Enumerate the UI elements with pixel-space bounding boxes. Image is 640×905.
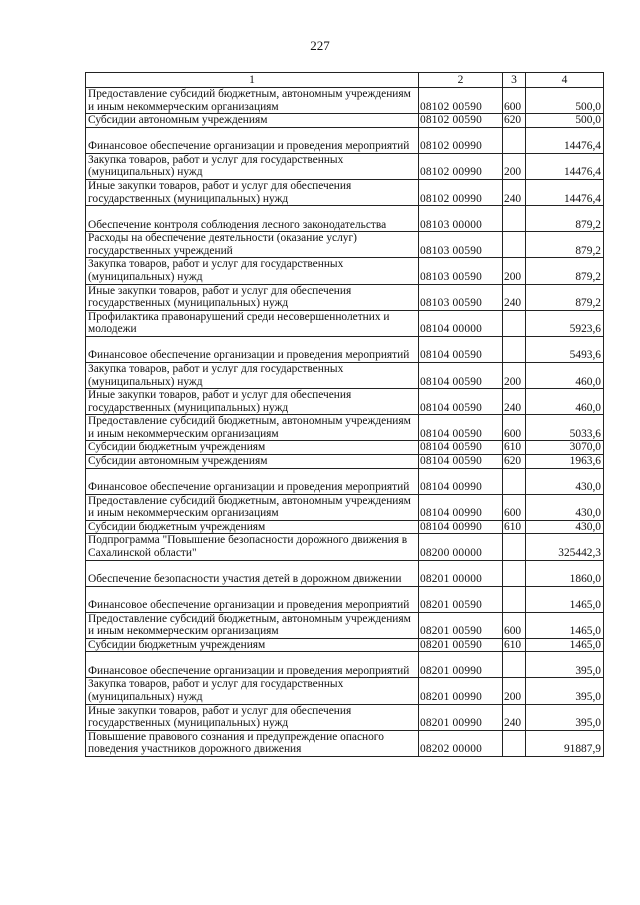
table-row	[86, 206, 604, 232]
row-name-cell: Предоставление субсидий бюджетным, автономным учреждениям и иным некоммерческим организациям	[86, 88, 419, 114]
row-name-cell: Обеспечение контроля соблюдения лесного законодательства	[86, 206, 419, 232]
table-row	[86, 114, 604, 128]
row-type-cell	[503, 560, 526, 586]
row-code-cell: 08104 00590	[419, 389, 503, 415]
row-sum-cell: 5923,6	[526, 310, 604, 336]
row-code-cell: 08104 00990	[419, 468, 503, 494]
row-sum-cell: 3070,0	[526, 441, 604, 455]
row-code-cell: 08103 00000	[419, 206, 503, 232]
row-name-cell: Иные закупки товаров, работ и услуг для обеспечения государственных (муниципальных) нужд	[86, 284, 419, 310]
row-code-cell: 08201 00590	[419, 612, 503, 638]
table-row	[86, 232, 604, 258]
row-type-cell: 240	[503, 704, 526, 730]
row-type-cell: 200	[503, 153, 526, 179]
table-row	[86, 612, 604, 638]
row-code-cell: 08102 00590	[419, 114, 503, 128]
row-code-cell: 08104 00990	[419, 520, 503, 534]
row-sum-cell: 500,0	[526, 88, 604, 114]
row-type-cell: 610	[503, 638, 526, 652]
row-sum-cell: 1860,0	[526, 560, 604, 586]
table-row	[86, 127, 604, 153]
row-name-cell: Субсидии бюджетным учреждениям	[86, 520, 419, 534]
row-sum-cell: 430,0	[526, 494, 604, 520]
row-type-cell: 600	[503, 612, 526, 638]
table-row	[86, 284, 604, 310]
table-row	[86, 586, 604, 612]
row-name-cell: Финансовое обеспечение организации и проведения мероприятий	[86, 127, 419, 153]
row-name-cell: Расходы на обеспечение деятельности (оказание услуг) государственных учреждений	[86, 232, 419, 258]
row-sum-cell: 879,2	[526, 206, 604, 232]
table-row	[86, 494, 604, 520]
column-header-code: 2	[419, 73, 503, 88]
row-code-cell: 08201 00990	[419, 678, 503, 704]
row-sum-cell: 879,2	[526, 284, 604, 310]
row-type-cell: 600	[503, 415, 526, 441]
row-name-cell: Повышение правового сознания и предупреждение опасного поведения участников дорожного движения	[86, 730, 419, 756]
row-sum-cell: 430,0	[526, 468, 604, 494]
table-row	[86, 520, 604, 534]
table-row	[86, 638, 604, 652]
row-sum-cell: 460,0	[526, 389, 604, 415]
row-sum-cell: 1963,6	[526, 455, 604, 469]
table-row	[86, 704, 604, 730]
row-sum-cell: 5033,6	[526, 415, 604, 441]
table-row	[86, 678, 604, 704]
table-row	[86, 389, 604, 415]
table-row	[86, 455, 604, 469]
row-name-cell: Финансовое обеспечение организации и проведения мероприятий	[86, 586, 419, 612]
row-code-cell: 08200 00000	[419, 534, 503, 560]
row-sum-cell: 1465,0	[526, 586, 604, 612]
row-sum-cell: 91887,9	[526, 730, 604, 756]
row-type-cell	[503, 336, 526, 362]
row-name-cell: Закупка товаров, работ и услуг для государственных (муниципальных) нужд	[86, 362, 419, 388]
table-row	[86, 441, 604, 455]
row-sum-cell: 500,0	[526, 114, 604, 128]
row-name-cell: Финансовое обеспечение организации и проведения мероприятий	[86, 652, 419, 678]
row-name-cell: Субсидии автономным учреждениям	[86, 455, 419, 469]
row-type-cell: 240	[503, 179, 526, 205]
row-sum-cell: 395,0	[526, 704, 604, 730]
row-sum-cell: 430,0	[526, 520, 604, 534]
row-type-cell: 620	[503, 114, 526, 128]
row-code-cell: 08102 00990	[419, 127, 503, 153]
row-name-cell: Предоставление субсидий бюджетным, автономным учреждениям и иным некоммерческим организациям	[86, 612, 419, 638]
table-row	[86, 560, 604, 586]
table-body	[86, 88, 604, 757]
row-type-cell: 200	[503, 362, 526, 388]
row-name-cell: Субсидии бюджетным учреждениям	[86, 638, 419, 652]
row-type-cell	[503, 730, 526, 756]
row-code-cell: 08201 00990	[419, 704, 503, 730]
row-type-cell: 600	[503, 88, 526, 114]
table-row	[86, 310, 604, 336]
table-row	[86, 153, 604, 179]
row-sum-cell: 879,2	[526, 258, 604, 284]
table-row	[86, 415, 604, 441]
row-code-cell: 08201 00000	[419, 560, 503, 586]
row-name-cell: Предоставление субсидий бюджетным, автономным учреждениям и иным некоммерческим организациям	[86, 415, 419, 441]
row-sum-cell: 1465,0	[526, 612, 604, 638]
row-name-cell: Обеспечение безопасности участия детей в дорожном движении	[86, 560, 419, 586]
table-row	[86, 362, 604, 388]
row-code-cell: 08202 00000	[419, 730, 503, 756]
row-code-cell: 08104 00000	[419, 310, 503, 336]
row-sum-cell: 460,0	[526, 362, 604, 388]
column-header-sum: 4	[526, 73, 604, 88]
row-type-cell: 620	[503, 455, 526, 469]
row-type-cell: 240	[503, 284, 526, 310]
table-row	[86, 179, 604, 205]
row-type-cell: 200	[503, 678, 526, 704]
row-name-cell: Закупка товаров, работ и услуг для государственных (муниципальных) нужд	[86, 153, 419, 179]
row-code-cell: 08102 00990	[419, 179, 503, 205]
row-name-cell: Предоставление субсидий бюджетным, автономным учреждениям и иным некоммерческим организациям	[86, 494, 419, 520]
row-name-cell: Профилактика правонарушений среди несовершеннолетних и молодежи	[86, 310, 419, 336]
row-code-cell: 08201 00590	[419, 586, 503, 612]
row-sum-cell: 395,0	[526, 678, 604, 704]
table-header-row	[86, 73, 604, 88]
column-header-name: 1	[86, 73, 419, 88]
row-type-cell: 610	[503, 441, 526, 455]
row-code-cell: 08102 00590	[419, 88, 503, 114]
table-row	[86, 534, 604, 560]
row-type-cell	[503, 468, 526, 494]
row-sum-cell: 5493,6	[526, 336, 604, 362]
row-sum-cell: 325442,3	[526, 534, 604, 560]
row-name-cell: Финансовое обеспечение организации и проведения мероприятий	[86, 468, 419, 494]
row-sum-cell: 14476,4	[526, 153, 604, 179]
row-type-cell: 200	[503, 258, 526, 284]
row-type-cell	[503, 127, 526, 153]
table-row	[86, 258, 604, 284]
row-sum-cell: 14476,4	[526, 179, 604, 205]
row-sum-cell: 14476,4	[526, 127, 604, 153]
table-row	[86, 88, 604, 114]
row-code-cell: 08104 00590	[419, 441, 503, 455]
row-code-cell: 08102 00990	[419, 153, 503, 179]
row-type-cell	[503, 232, 526, 258]
row-name-cell: Иные закупки товаров, работ и услуг для обеспечения государственных (муниципальных) нужд	[86, 179, 419, 205]
row-code-cell: 08103 00590	[419, 284, 503, 310]
row-type-cell: 240	[503, 389, 526, 415]
row-sum-cell: 879,2	[526, 232, 604, 258]
row-type-cell: 600	[503, 494, 526, 520]
row-name-cell: Закупка товаров, работ и услуг для государственных (муниципальных) нужд	[86, 258, 419, 284]
row-code-cell: 08104 00590	[419, 336, 503, 362]
row-name-cell: Субсидии автономным учреждениям	[86, 114, 419, 128]
row-type-cell	[503, 534, 526, 560]
row-name-cell: Закупка товаров, работ и услуг для государственных (муниципальных) нужд	[86, 678, 419, 704]
row-type-cell	[503, 310, 526, 336]
row-code-cell: 08201 00590	[419, 638, 503, 652]
row-code-cell: 08103 00590	[419, 258, 503, 284]
row-code-cell: 08201 00990	[419, 652, 503, 678]
row-type-cell	[503, 586, 526, 612]
row-name-cell: Подпрограмма "Повышение безопасности дорожного движения в Сахалинской области"	[86, 534, 419, 560]
row-code-cell: 08104 00590	[419, 362, 503, 388]
row-name-cell: Финансовое обеспечение организации и проведения мероприятий	[86, 336, 419, 362]
row-name-cell: Иные закупки товаров, работ и услуг для обеспечения государственных (муниципальных) нужд	[86, 389, 419, 415]
table-row	[86, 468, 604, 494]
table-row	[86, 336, 604, 362]
row-name-cell: Субсидии бюджетным учреждениям	[86, 441, 419, 455]
column-header-type: 3	[503, 73, 526, 88]
row-type-cell	[503, 652, 526, 678]
row-code-cell: 08104 00990	[419, 494, 503, 520]
row-code-cell: 08104 00590	[419, 455, 503, 469]
row-sum-cell: 1465,0	[526, 638, 604, 652]
page-number: 227	[310, 38, 330, 53]
row-code-cell: 08104 00590	[419, 415, 503, 441]
table-row	[86, 730, 604, 756]
row-name-cell: Иные закупки товаров, работ и услуг для обеспечения государственных (муниципальных) нужд	[86, 704, 419, 730]
budget-table	[85, 72, 604, 757]
row-type-cell: 610	[503, 520, 526, 534]
table-row	[86, 652, 604, 678]
row-code-cell: 08103 00590	[419, 232, 503, 258]
row-sum-cell: 395,0	[526, 652, 604, 678]
row-type-cell	[503, 206, 526, 232]
